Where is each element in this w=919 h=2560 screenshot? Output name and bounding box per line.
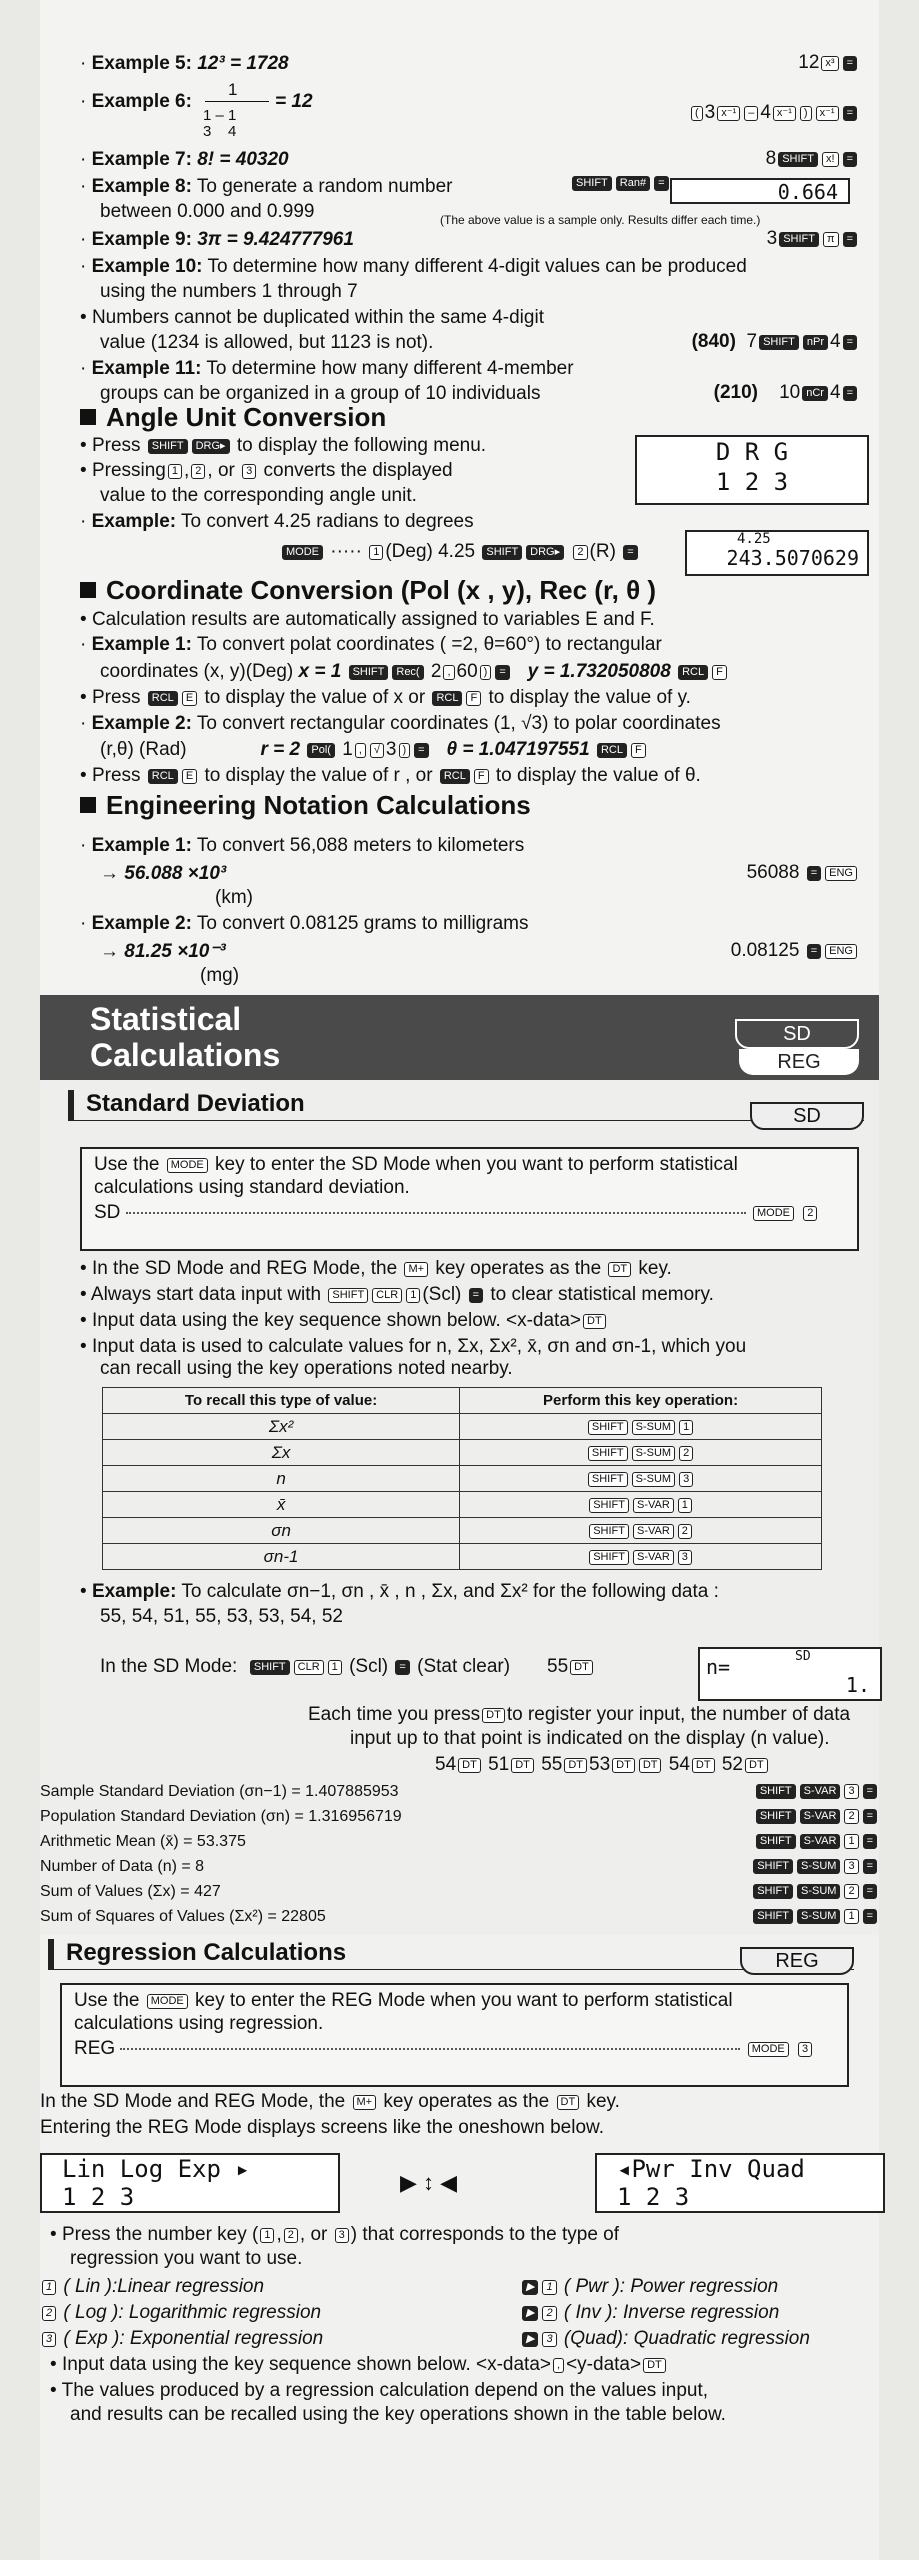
result-row: Population Standard Deviation (σn) = 1.316956719 [40,1808,402,1825]
result-keys: SHIFT S-SUM 1 = [751,1905,879,1927]
example-5-keys: 12 x³ = [798,52,859,74]
fraction-denominator-2: 3 4 [203,123,237,140]
reg-type-row-2: ▶ 2 ( Inv ): Inverse regression [520,2301,779,2325]
reg-bullet1-line2: regression you want to use. [70,2248,303,2269]
reg-subheading-tag: REG [740,1947,854,1975]
angle-example: · Example: To convert 4.25 radians to degrees [80,511,474,532]
sd-bullet2: • Always start data input with SHIFT CLR 1 (Scl) = to clear statistical memory. [80,1284,714,1305]
sd-bullet1: • In the SD Mode and REG Mode, the M+ key operates as the DT key. [80,1258,672,1279]
eng-heading: Engineering Notation Calculations [80,790,531,821]
example-6: · Example 6: [80,91,192,112]
result-keys: SHIFT S-SUM 3 = [751,1855,879,1877]
coord-example1-seq: coordinates (x, y)(Deg) x = 1 SHIFT Rec( 2 , 60 ) = y = 1.732050808 RCL F [100,660,729,684]
reg-type-row-2: ▶ 3 (Quad): Quadratic regression [520,2327,810,2351]
sd-example: • Example: To calculate σn−1, σn , x̄ , n , Σx, and Σx² for the following data : [80,1581,719,1602]
reg-screen-1-top: Lin Log Exp ▸ [62,2155,250,2183]
eng-example1: · Example 1: To convert 56,088 meters to kilometers [80,835,525,856]
numbers-keys: (840) 7 SHIFT nPr 4 = [692,331,859,353]
sd-example-data: 55, 54, 51, 55, 53, 53, 54, 52 [100,1606,343,1627]
example-10: · Example 10: To determine how many different 4-digit values can be produced [80,256,747,277]
reg-box-line3: REG MODE 3 [74,2037,814,2061]
sd-subheading-bar [68,1090,864,1127]
result-row: Number of Data (n) = 8 [40,1858,205,1875]
example-10-line2: using the numbers 1 through 7 [100,281,358,302]
reg-line2: Entering the REG Mode displays screens like the oneshown below. [40,2117,604,2138]
table-header-keys: Perform this key operation: [460,1388,822,1414]
stat-title-band [40,995,879,1080]
reg-type-row: 2 ( Log ): Logarithmic regression [40,2301,321,2325]
coord-line1: • Calculation results are automatically assigned to variables E and F. [80,609,655,630]
result-row: Sum of Values (Σx) = 427 [40,1883,221,1900]
display-value: 1. [845,1673,870,1697]
example-6-result: = 12 [275,91,313,112]
coord-press2: • Press RCL E to display the value of r , or RCL F to display the value of θ. [80,765,701,786]
sd-subheading: Standard Deviation [86,1090,305,1117]
display-input: 4.25 [737,531,771,547]
sd-bullet4: • Input data is used to calculate values for n, Σx, Σx², x̄, σn and σn-1, which you [80,1336,747,1357]
sd-mode-seq: In the SD Mode: SHIFT CLR 1 (Scl) = (Stat clear) 55 DT [100,1655,595,1679]
angle-key-sequence: MODE ····· 1 (Deg) 4.25 SHIFT DRG▸ 2 (R) = [280,540,640,564]
reg-screen-1-bottom: 1 2 3 [62,2183,135,2211]
reg-bullet2: • Input data using the key sequence shown below. <x-data> , <y-data> DT [50,2353,668,2377]
reg-subheading: Regression Calculations [66,1939,347,1966]
manual-page-1 [40,0,879,995]
coord-example2-seq: (r,θ) (Rad) r = 2 Pol( 1 , √ 3 ) = θ = 1.047197551 RCL F [100,738,648,762]
eng-example2: · Example 2: To convert 0.08125 grams to milligrams [80,913,529,934]
reg-type-row-2: ▶ 1 ( Pwr ): Power regression [520,2275,778,2299]
display-n-label: n= [706,1655,731,1679]
each-time-line2: input up to that point is indicated on the display (n value). [350,1728,830,1749]
coord-press1: • Press RCL E to display the value of x or RCL F to display the value of y. [80,687,691,708]
table-row: x̄ SHIFT S-VAR 1 [103,1492,822,1518]
reg-tag: REG [739,1049,859,1075]
result-row: Sum of Squares of Values (Σx²) = 22805 [40,1908,326,1925]
result-keys: SHIFT S-SUM 2 = [751,1880,879,1902]
example-8-keys: SHIFT Ran# = [570,172,671,194]
angle-result-display [685,530,869,576]
sd-bullet3: • Input data using the key sequence shown below. <x-data> DT [80,1309,608,1333]
reg-screen-2-bottom: 1 2 3 [617,2183,690,2211]
reg-mode-box [60,1983,849,2087]
fraction-numerator: 1 [228,80,238,99]
example-9-keys: 3 SHIFT π = [767,228,859,250]
eng-example1-result: → 56.088 ×10³ [100,863,227,884]
eng-example1-unit: (km) [215,887,253,908]
example-11-keys: (210) 10 nCr 4 = [714,382,859,404]
sd-subheading-tag: SD [750,1102,864,1130]
sd-tag: SD [735,1019,859,1049]
manual-page-2 [40,995,879,1935]
angle-menu-display [635,435,869,505]
sd-display [698,1647,882,1701]
table-row: n SHIFT S-SUM 3 [103,1466,822,1492]
example-8: · Example 8: To generate a random number [80,176,453,197]
reg-box-line2: calculations using regression. [74,2013,324,2034]
sd-mode-box [80,1147,859,1251]
stat-title-2: Calculations [90,1037,281,1073]
cursor-arrows: ▶ ↕ ◀ [400,2170,458,2195]
menu-bottom-row: 1 2 3 [715,468,789,496]
reg-screen-2-top: ◂Pwr Inv Quad [617,2155,805,2183]
example-11-line2: groups can be organized in a group of 10 individuals [100,383,541,404]
sd-box-line2: calculations using standard deviation. [94,1177,410,1198]
example-6-keys: ( 3 x⁻¹ – 4 x⁻¹ ) x⁻¹ = [689,102,859,124]
display-result: 243.5070629 [726,546,859,570]
sd-box-line3: SD MODE 2 [94,1201,819,1225]
example-5: · Example 5: 12³ = 1728 [80,53,289,74]
result-keys: SHIFT S-VAR 1 = [754,1830,879,1852]
example-7-keys: 8 SHIFT x! = [766,148,859,170]
reg-bullet1: • Press the number key ( 1 , 2 , or 3 ) that corresponds to the type of [50,2224,620,2245]
example-9: · Example 9: 3π = 9.424777961 [80,229,354,250]
coord-example1: · Example 1: To convert polat coordinates ( =2, θ=60°) to rectangular [80,634,662,655]
display-sd-indicator: SD [795,1649,811,1664]
fraction-denominator: 1 – 1 [203,107,237,124]
example-11: · Example 11: To determine how many different 4-member [80,358,574,379]
sd-bullet4-line2: can recall using the key operations noted nearby. [100,1358,513,1379]
stat-title-1: Statistical [90,1001,242,1037]
numbers-note-line2: value (1234 is allowed, but 1123 is not). [100,332,434,353]
angle-line3: value to the corresponding angle unit. [100,485,417,506]
reg-type-row: 3 ( Exp ): Exponential regression [40,2327,323,2351]
example-8-note: (The above value is a sample only. Results differ each time.) [440,213,761,227]
reg-subheading-bar [48,1939,854,1970]
reg-type-row: 1 ( Lin ):Linear regression [40,2275,264,2299]
table-row: Σx² SHIFT S-SUM 1 [103,1414,822,1440]
angle-line1: • Press SHIFT DRG▸ to display the following menu. [80,435,487,456]
eng-example2-unit: (mg) [200,965,240,986]
example-7: · Example 7: 8! = 40320 [80,149,289,170]
table-row: σn SHIFT S-VAR 2 [103,1518,822,1544]
reg-box-line1: Use the MODE key to enter the REG Mode when you want to perform statistical [74,1990,733,2011]
recall-table [102,1387,822,1570]
result-keys: SHIFT S-VAR 2 = [754,1805,879,1827]
eng-example2-keys: 0.08125 = ENG [731,940,859,962]
fraction-bar [205,101,269,102]
angle-heading: Angle Unit Conversion [80,402,386,433]
manual-page-3 [40,1935,879,2560]
result-keys: SHIFT S-VAR 3 = [754,1780,879,1802]
reg-screen-1 [40,2153,340,2213]
example-8-line2: between 0.000 and 0.999 [100,201,315,222]
coord-example2: · Example 2: To convert rectangular coordinates (1, √3) to polar coordinates [80,713,721,734]
reg-screen-2 [595,2153,885,2213]
result-row: Sample Standard Deviation (σn−1) = 1.407885953 [40,1783,399,1800]
reg-bullet3: • The values produced by a regression calculation depend on the values input, [50,2380,709,2401]
table-header-value: To recall this type of value: [103,1388,460,1414]
angle-line2: • Pressing 1 , 2 , or 3 converts the displayed [80,460,453,481]
example-8-display: 0.664 [670,178,850,204]
numbers-note: • Numbers cannot be duplicated within the same 4-digit [80,307,544,328]
table-row: Σx SHIFT S-SUM 2 [103,1440,822,1466]
data-entry-sequence: 54 DT 51 DT 55 DT 53 DT DT 54 DT 52 DT [435,1753,770,1777]
eng-example2-result: → 81.25 ×10⁻³ [100,941,226,962]
reg-bullet3-line2: and results can be recalled using the key operations shown in the table below. [70,2404,726,2425]
eng-example1-keys: 56088 = ENG [747,862,859,884]
table-row: σn-1 SHIFT S-VAR 3 [103,1544,822,1570]
coord-heading: Coordinate Conversion (Pol (x , y), Rec (r, θ ) [80,575,656,606]
result-row: Arithmetic Mean (x̄) = 53.375 [40,1833,246,1850]
sd-box-line1: Use the MODE key to enter the SD Mode when you want to perform statistical [94,1154,738,1175]
menu-top-row: D R G [715,438,789,466]
reg-line1: In the SD Mode and REG Mode, the M+ key operates as the DT key. [40,2091,620,2112]
each-time-line1: Each time you press DT to register your input, the number of data [308,1704,851,1725]
